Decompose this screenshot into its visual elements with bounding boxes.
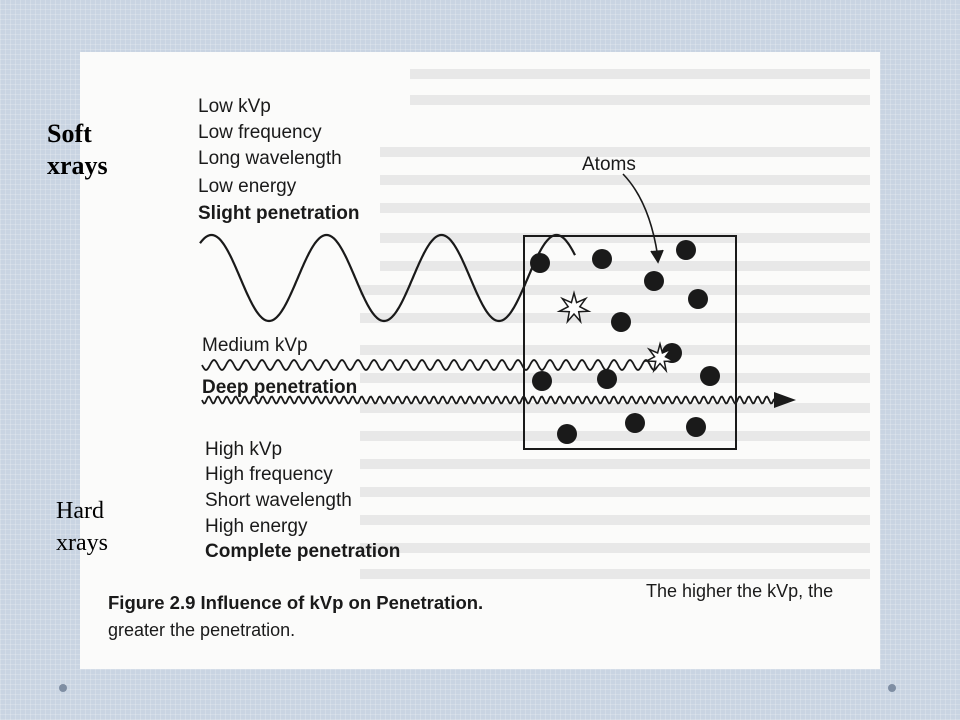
atoms-label: Atoms — [582, 154, 636, 175]
slide-panel — [80, 52, 880, 669]
atom — [611, 312, 631, 332]
hard-xrays-label — [56, 495, 108, 559]
low-label-3: Low energy — [198, 176, 297, 197]
atom — [688, 289, 708, 309]
kvp-penetration-diagram — [80, 52, 880, 669]
soft-xrays-line1: Soft — [47, 119, 92, 148]
atom — [557, 424, 577, 444]
figure-photo — [80, 52, 880, 669]
deep-label: Deep penetration — [202, 377, 358, 398]
low-label-0: Low kVp — [198, 96, 271, 117]
medium-kvp-wave — [202, 360, 660, 370]
high-kvp-wave — [202, 397, 774, 404]
atom — [592, 249, 612, 269]
medium-label: Medium kVp — [202, 335, 308, 356]
atom — [700, 366, 720, 386]
atom — [644, 271, 664, 291]
atom — [625, 413, 645, 433]
hard-xrays-line2: xrays — [56, 530, 108, 556]
high-label-2: Short wavelength — [205, 490, 352, 511]
slide-marker-right — [888, 684, 896, 692]
high-label-4: Complete penetration — [205, 541, 401, 562]
soft-xrays-label — [47, 118, 108, 182]
atom — [530, 253, 550, 273]
low-kvp-wave — [200, 235, 575, 321]
atom — [532, 371, 552, 391]
high-label-3: High energy — [205, 516, 308, 537]
soft-xrays-line2: xrays — [47, 151, 108, 180]
hard-xrays-line1: Hard — [56, 498, 104, 524]
slide-marker-left — [59, 684, 67, 692]
atom — [676, 240, 696, 260]
low-label-1: Low frequency — [198, 122, 322, 143]
high-label-1: High frequency — [205, 464, 333, 485]
low-label-2: Long wavelength — [198, 148, 342, 169]
atom — [686, 417, 706, 437]
atom — [597, 369, 617, 389]
caption-bold: Figure 2.9 Influence of kVp on Penetration. — [108, 592, 484, 613]
caption-rest: The higher the kVp, the — [646, 581, 834, 601]
high-label-0: High kVp — [205, 439, 283, 460]
caption-line2: greater the penetration. — [108, 620, 296, 640]
low-label-4: Slight penetration — [198, 203, 360, 224]
atoms-pointer-arrow — [623, 174, 663, 262]
